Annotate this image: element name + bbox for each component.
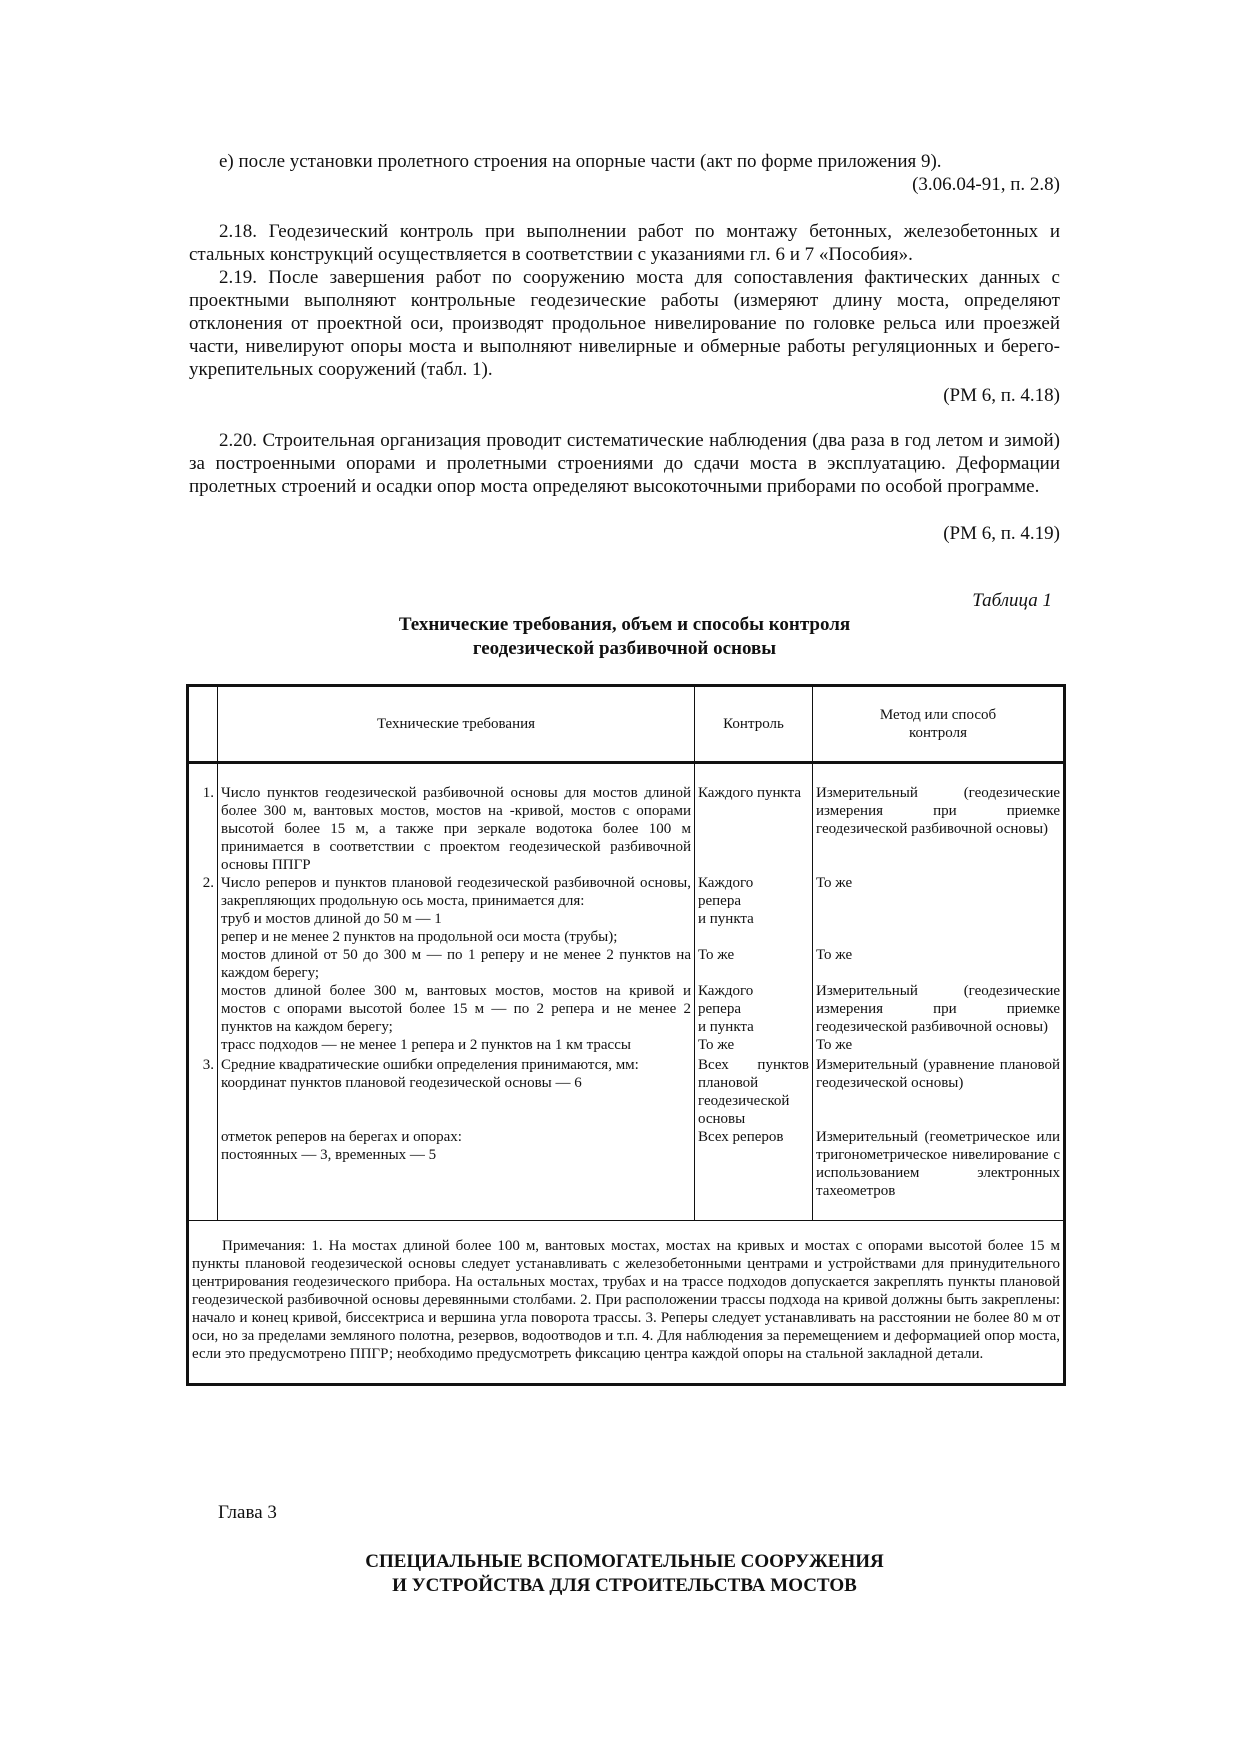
row-method: То же bbox=[813, 874, 1065, 946]
row-control: Каждого репера и пункта bbox=[695, 874, 813, 946]
row-control: Всех пунктов плановой геодезической основы bbox=[695, 1056, 813, 1128]
row-requirement: мостов длиной от 50 до 300 м — по 1 реперу и не менее 2 пунктов на каждом берегу; bbox=[218, 946, 695, 982]
ref-2-20: (РМ 6, п. 4.19) bbox=[943, 523, 1060, 544]
paragraph-2-19: 2.19. После завершения работ по сооружению моста для сопоставления фактических данных с проектными выполняют контрольные геодезические работы (измеряют длину моста, определяют отклонения от проектной оси, производят продольное нивелирование по головке рельса или проезжей части, нивелируют опоры моста и выполняют нивелирные и обмерные работы регуляционных и берего-укрепительных сооружений (табл. 1). bbox=[189, 267, 1060, 380]
row-method: Измерительный (геодезические измерения при приемке геодезической разбивочной основы) bbox=[813, 763, 1065, 875]
row-num: 2. bbox=[188, 874, 218, 946]
row-method: Измерительный (уравнение плановой геодезической основы) bbox=[813, 1056, 1065, 1128]
row-requirement: трасс подходов — не менее 1 репера и 2 пунктов на 1 км трассы bbox=[218, 1036, 695, 1056]
notes-row bbox=[188, 1221, 1065, 1385]
row-requirement: Средние квадратические ошибки определения принимаются, мм: координат пунктов плановой геодезической основы — 6 bbox=[218, 1056, 695, 1128]
header-control: Контроль bbox=[695, 686, 813, 763]
paragraph-2-18: 2.18. Геодезический контроль при выполнении работ по монтажу бетонных, железобетонных и стальных конструкций осуществляется в соответствии с указаниями гл. 6 и 7 «Пособия». bbox=[189, 221, 1060, 265]
row-control: Всех реперов bbox=[695, 1128, 813, 1221]
header-requirements: Технические требования bbox=[218, 686, 695, 763]
table-row bbox=[188, 1036, 1065, 1056]
requirements-table bbox=[186, 684, 1066, 1386]
row-control: Каждого пункта bbox=[695, 763, 813, 875]
row-requirement: Число реперов и пунктов плановой геодезической разбивочной основы, закрепляющих продольную ось моста, принимается для: труб и мостов длиной до 50 м — 1 репер и не менее 2 пунктов на продольной оси моста (трубы); bbox=[218, 874, 695, 946]
table-title-1: Технические требования, объем и способы контроля bbox=[398, 614, 851, 635]
chapter-title: СПЕЦИАЛЬНЫЕ ВСПОМОГАТЕЛЬНЫЕ СООРУЖЕНИЯ И УСТРОЙСТВА ДЛЯ СТРОИТЕЛЬСТВА МОСТОВ bbox=[365, 1551, 884, 1596]
table-row bbox=[188, 763, 1065, 875]
row-control: Каждого репера и пункта bbox=[695, 982, 813, 1036]
table-row bbox=[188, 1128, 1065, 1221]
table-row bbox=[188, 946, 1065, 982]
row-method: То же bbox=[813, 1036, 1065, 1056]
table-title-2: геодезической разбивочной основы bbox=[472, 638, 777, 659]
table-number: Таблица 1 bbox=[972, 590, 1052, 611]
row-control: То же bbox=[695, 946, 813, 982]
table-row bbox=[188, 1056, 1065, 1128]
table-notes: Примечания: 1. На мостах длиной более 100 м, вантовых мостах, мостах на кривых и мостах с опорами высотой более 15 м пункты плановой геодезической основы следует устанавливать с железобетонными центрами и устройствами для принудительного центрирования геодезического прибора. На остальных мостах, трубах и на трассе подходов допускается закреплять пункты плановой геодезической разбивочной основы деревянными столбами. 2. При расположении трассы подхода на кривой должны быть закреплены: начало и конец кривой, биссектриса и вершина угла поворота трассы. 3. Реперы следует устанавливать на расстоянии не более 80 м от оси, но за пределами земляного полотна, резервов, водоотводов и т.п. 4. Для наблюдения за перемещением и деформацией опор моста, если это предусмотрено ППГР; необходимо предусмотреть фиксацию центра каждой опоры на стальной закладной детали. bbox=[188, 1221, 1065, 1385]
row-method: То же bbox=[813, 946, 1065, 982]
chapter-label: Глава 3 bbox=[218, 1502, 277, 1523]
row-method: Измерительный (геодезические измерения при приемке геодезической разбивочной основы) bbox=[813, 982, 1065, 1036]
row-num: 1. bbox=[188, 763, 218, 875]
table-row bbox=[188, 982, 1065, 1036]
row-method: Измерительный (геометрическое или тригонометрическое нивелирование с использованием электронных тахеометров bbox=[813, 1128, 1065, 1221]
row-control: То же bbox=[695, 1036, 813, 1056]
row-num: 3. bbox=[188, 1056, 218, 1128]
paragraph-2-20: 2.20. Строительная организация проводит систематические наблюдения (два раза в год летом и зимой) за построенными опорами и пролетными строениями до сдачи моста в эксплуатацию. Деформации пролетных строений и осадки опор моста определяют высокоточными приборами по особой программе. bbox=[189, 430, 1060, 497]
ref-e: (3.06.04-91, п. 2.8) bbox=[912, 174, 1060, 195]
header-method: Метод или способ контроля bbox=[813, 686, 1065, 763]
table-header-row bbox=[188, 686, 1065, 763]
table-row bbox=[188, 874, 1065, 946]
row-requirement: отметок реперов на берегах и опорах: постоянных — 3, временных — 5 bbox=[218, 1128, 695, 1221]
row-requirement: Число пунктов геодезической разбивочной основы для мостов длиной более 300 м, вантовых мостов, мостов на -кривой, мостов с опорами высотой более 15 м, а также при зеркале водотока более 100 м принимается в соответствии с проектом геодезической разбивочной основы ППГР bbox=[218, 763, 695, 875]
row-requirement: мостов длиной более 300 м, вантовых мостов, мостов на кривой и мостов с опорами высотой более 15 м — по 2 репера и не менее 2 пунктов на каждом берегу; bbox=[218, 982, 695, 1036]
item-e: е) после установки пролетного строения на опорные части (акт по форме приложения 9). bbox=[219, 151, 942, 172]
header-num bbox=[188, 686, 218, 763]
ref-2-19: (РМ 6, п. 4.18) bbox=[943, 385, 1060, 406]
